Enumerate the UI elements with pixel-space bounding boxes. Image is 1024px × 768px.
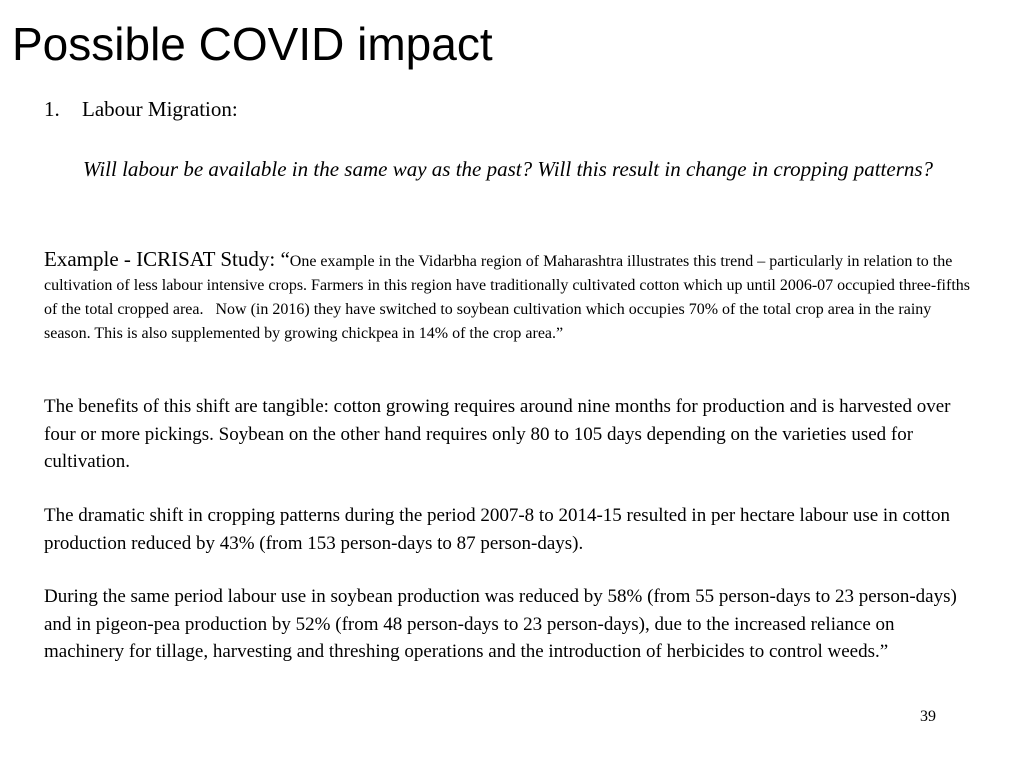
slide-title: Possible COVID impact xyxy=(12,18,493,70)
list-item-labour-migration xyxy=(44,96,944,123)
paragraph-benefits: The benefits of this shift are tangible: cotton growing requires around nine months for production and is harvested over four or more pickings. Soybean on the other hand requires only 80 to 105 days depending on the varieties used for cultivation. xyxy=(44,396,951,472)
example-lead: Example - ICRISAT Study: “ xyxy=(44,247,290,271)
question-text: Will labour be available in the same way as the past? Will this result in change in cropping patterns? xyxy=(83,157,934,181)
page-number: 39 xyxy=(920,708,936,725)
list-item-number: 1. xyxy=(44,97,60,121)
example-paragraph xyxy=(44,247,979,346)
list-item-label: Labour Migration: xyxy=(82,97,238,121)
paragraph-cotton-labour: The dramatic shift in cropping patterns during the period 2007-8 to 2014-15 resulted in per hectare labour use in cotton production reduced by 43% (from 153 person-days to 87 person-days). xyxy=(44,505,950,554)
paragraph-soybean-labour: During the same period labour use in soybean production was reduced by 58% (from 55 person-days to 23 person-days) and in pigeon-pea production by 52% (from 48 person-days to 23 person-days), due to the increased reliance on machinery for tillage, harvesting and threshing operations and the introduction of herbicides to control weeds.” xyxy=(44,586,957,662)
example-quote: One example in the Vidarbha region of Maharashtra illustrates this trend – particularly in relation to the cultivation of less labour intensive crops. Farmers in this region have traditionally cultivated cotton which up until 2006-07 occupied three-fifths of the total cropped area. Now (in 2016) they have switched to soybean cultivation which occupies 70% of the total crop area in the rainy season. This is also supplemented by growing chickpea in 14% of the crop area.” xyxy=(44,253,970,342)
